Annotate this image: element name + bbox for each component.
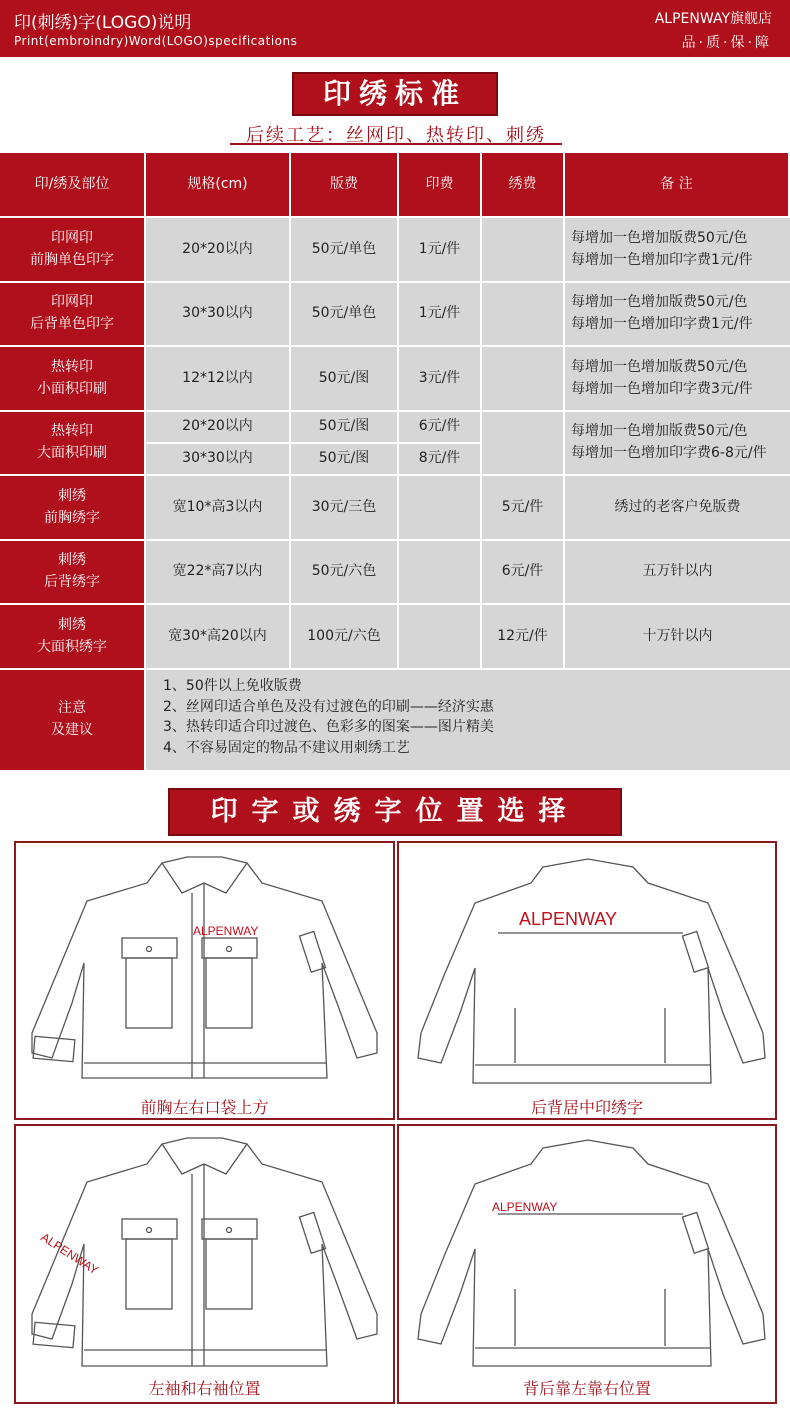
print-fee-cell: 8元/件	[399, 444, 480, 474]
note-cell: 每增加一色增加版费50元/色 每增加一色增加印字费1元/件	[565, 218, 790, 281]
embroid-fee-cell: 12元/件	[482, 605, 563, 668]
logo-text: ALPENWAY	[492, 1200, 558, 1214]
plate-fee-cell: 50元/单色	[291, 218, 397, 281]
logo-text: ALPENWAY	[38, 1230, 101, 1278]
store-name[interactable]: ALPENWAY旗舰店	[654, 11, 772, 27]
table-header-cell: 印/绣及部位	[0, 153, 144, 216]
embroid-fee-cell: 6元/件	[482, 541, 563, 603]
panel-back-sides	[397, 1124, 777, 1404]
panel-sleeves	[14, 1124, 395, 1404]
spec-cell: 20*20以内	[146, 218, 289, 281]
plate-fee-cell: 50元/六色	[291, 541, 397, 603]
spec-cell: 20*20以内	[146, 412, 289, 442]
spec-cell: 宽30*高20以内	[146, 605, 289, 668]
print-fee-cell	[399, 541, 480, 603]
logo-text: ALPENWAY	[519, 909, 618, 929]
back-jacket-icon	[403, 1134, 775, 1379]
plate-fee-cell: 100元/六色	[291, 605, 397, 668]
row-label-cell: 热转印 小面积印刷	[0, 347, 144, 410]
row-label-cell: 刺绣 大面积绣字	[0, 605, 144, 668]
print-fee-cell: 1元/件	[399, 283, 480, 345]
row-label-cell: 印网印 后背单色印字	[0, 283, 144, 345]
header-subtitle: Print(embroindry)Word(LOGO)specifications	[14, 34, 298, 48]
note-cell: 每增加一色增加版费50元/色 每增加一色增加印字费3元/件	[565, 347, 790, 410]
note-cell: 十万针以内	[565, 605, 790, 668]
header-bar	[0, 0, 790, 57]
note-item: 1、50件以上免收版费	[163, 678, 302, 694]
note-item: 3、热转印适合印过渡色、色彩多的图案——图片精美	[163, 719, 494, 735]
embroid-fee-cell	[482, 347, 563, 410]
row-label-cell: 刺绣 后背绣字	[0, 541, 144, 603]
plate-fee-cell: 50元/图	[291, 444, 397, 474]
embroid-fee-cell	[482, 218, 563, 281]
note-cell: 每增加一色增加版费50元/色 每增加一色增加印字费1元/件	[565, 283, 790, 345]
print-fee-cell	[399, 476, 480, 539]
embroid-fee-cell	[482, 283, 563, 345]
print-fee-cell: 3元/件	[399, 347, 480, 410]
panel-back-center	[397, 841, 777, 1120]
plate-fee-cell: 50元/单色	[291, 283, 397, 345]
spec-cell: 宽10*高3以内	[146, 476, 289, 539]
notes-label-cell: 注意 及建议	[0, 670, 144, 770]
panel-caption: 后背居中印绣字	[530, 1098, 643, 1117]
spec-cell: 宽22*高7以内	[146, 541, 289, 603]
front-jacket-icon	[22, 853, 392, 1093]
note-cell: 每增加一色增加版费50元/色 每增加一色增加印字费6-8元/件	[565, 412, 790, 474]
table-header-cell: 备 注	[565, 153, 788, 216]
note-item: 4、不容易固定的物品不建议用刺绣工艺	[163, 739, 410, 756]
note-item: 2、丝网印适合单色及没有过渡色的印刷——经济实惠	[163, 698, 494, 715]
print-fee-cell	[399, 605, 480, 668]
plate-fee-cell: 50元/图	[291, 347, 397, 410]
panel-caption: 左袖和右袖位置	[148, 1379, 261, 1398]
section1-banner: 印绣标准	[292, 72, 498, 116]
spec-cell: 12*12以内	[146, 347, 289, 410]
store-slogan: 品·质·保·障	[681, 35, 772, 51]
plate-fee-cell: 50元/图	[291, 412, 397, 442]
embroid-fee-cell: 5元/件	[482, 476, 563, 539]
table-header-cell: 印费	[399, 153, 480, 216]
plate-fee-cell: 30元/三色	[291, 476, 397, 539]
table-header-cell: 绣费	[482, 153, 563, 216]
panel-caption: 背后靠左靠右位置	[522, 1379, 651, 1398]
row-label-cell: 印网印 前胸单色印字	[0, 218, 144, 281]
print-fee-cell: 6元/件	[399, 412, 480, 442]
row-label-cell: 热转印 大面积印刷	[0, 412, 144, 474]
table-header-cell: 规格(cm)	[146, 153, 289, 216]
embroid-fee-cell	[482, 412, 563, 474]
logo-text: ALPENWAY	[193, 924, 259, 938]
note-cell: 绣过的老客户免版费	[565, 476, 790, 539]
spec-cell: 30*30以内	[146, 283, 289, 345]
row-label-cell: 刺绣 前胸绣字	[0, 476, 144, 539]
note-cell: 五万针以内	[565, 541, 790, 603]
panel-caption: 前胸左右口袋上方	[140, 1098, 269, 1117]
panel-front-chest	[14, 841, 395, 1120]
spec-cell: 30*30以内	[146, 444, 289, 474]
print-fee-cell: 1元/件	[399, 218, 480, 281]
table-header-cell: 版费	[291, 153, 397, 216]
section2-banner: 印字或绣字位置选择	[168, 788, 622, 836]
back-jacket-icon	[403, 853, 775, 1093]
header-title: 印(刺绣)字(LOGO)说明	[14, 13, 192, 33]
notes-list	[163, 676, 494, 758]
section1-subtitle: 后续工艺：丝网印、热转印、刺绣	[230, 121, 562, 145]
